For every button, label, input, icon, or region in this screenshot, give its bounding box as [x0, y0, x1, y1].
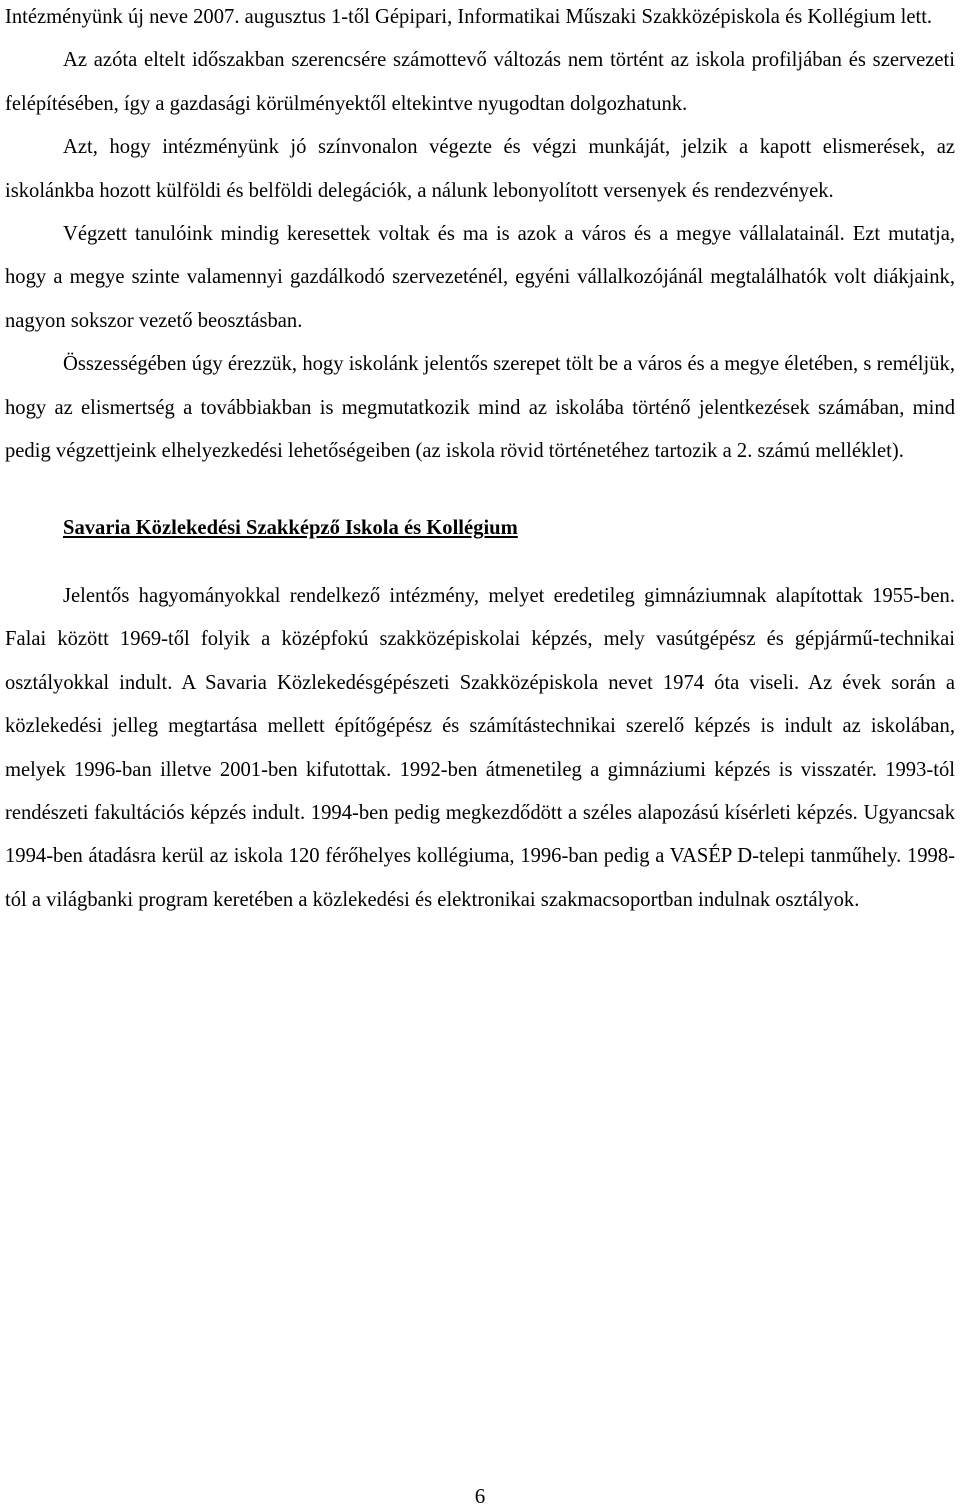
- paragraph-new-name: Intézményünk új neve 2007. augusztus 1-től Gépipari, Informatikai Műszaki Szakközépiskola és Kollégium lett.: [5, 6, 933, 28]
- paragraph-recognition: Azt, hogy intézményünk jó színvonalon végezte és végzi munkáját, jelzik a kapott elismerések, az iskolánkba hozott külföldi és belföldi delegációk, a nálunk lebonyolított versenyek és rendezvények.: [5, 136, 955, 202]
- page-number: 6: [474, 1484, 486, 1508]
- document-page: [5, 0, 955, 922]
- paragraph-graduates: Végzett tanulóink mindig keresettek voltak és ma is azok a város és a megye vállalatainál. Ezt mutatja, hogy a megye szinte valamennyi gazdálkodó szervezeténél, egyéni vállalkozójánál megtalálhatók volt diákjaink, nagyon sokszor vezető beosztásban.: [5, 223, 955, 332]
- paragraph-summary: Összességében úgy érezzük, hogy iskolánk jelentős szerepet tölt be a város és a megye életében, s reméljük, hogy az elismertség a továbbiakban is megmutatkozik mind az iskolába történő jelentkezések számában, mind pedig végzettjeink elhelyezkedési lehetőségeiben (az iskola rövid történetéhez tartozik a 2. számú melléklet).: [5, 353, 955, 463]
- paragraph-savaria-history: Jelentős hagyományokkal rendelkező intézmény, melyet eredetileg gimnáziumnak alapítottak 1955-ben. Falai között 1969-től folyik a középfokú szakközépiskolai képzés, mely vasútgépész és gépjármű-technikai osztályokkal indult. A Savaria Közlekedésgépészeti Szakközépiskola nevet 1974 óta viseli. Az évek során a közlekedési jelleg megtartása mellett építőgépész és számítástechnikai szerelő képzés is indult az iskolában, melyek 1996-ban illetve 2001-ben kifutottak. 1992-ben átmenetileg a gimnáziumi képzés is visszatér. 1993-tól rendészeti fakultációs képzés indult. 1994-ben pedig megkezdődött a széles alapozású kísérleti képzés. Ugyancsak 1994-ben átadásra kerül az iskola 120 férőhelyes kollégiuma, 1996-ban pedig a VASÉP D-telepi tanműhely. 1998-tól a világbanki program keretében a közlekedési és elektronikai szakmacsoportban indulnak osztályok.: [5, 584, 955, 911]
- paragraph-profile: Az azóta eltelt időszakban szerencsére számottevő változás nem történt az iskola profiljában és szervezeti felépítésében, így a gazdasági körülményektől eltekintve nyugodtan dolgozhatunk.: [5, 49, 955, 115]
- section-heading: Savaria Közlekedési Szakképző Iskola és Kollégium: [63, 517, 518, 540]
